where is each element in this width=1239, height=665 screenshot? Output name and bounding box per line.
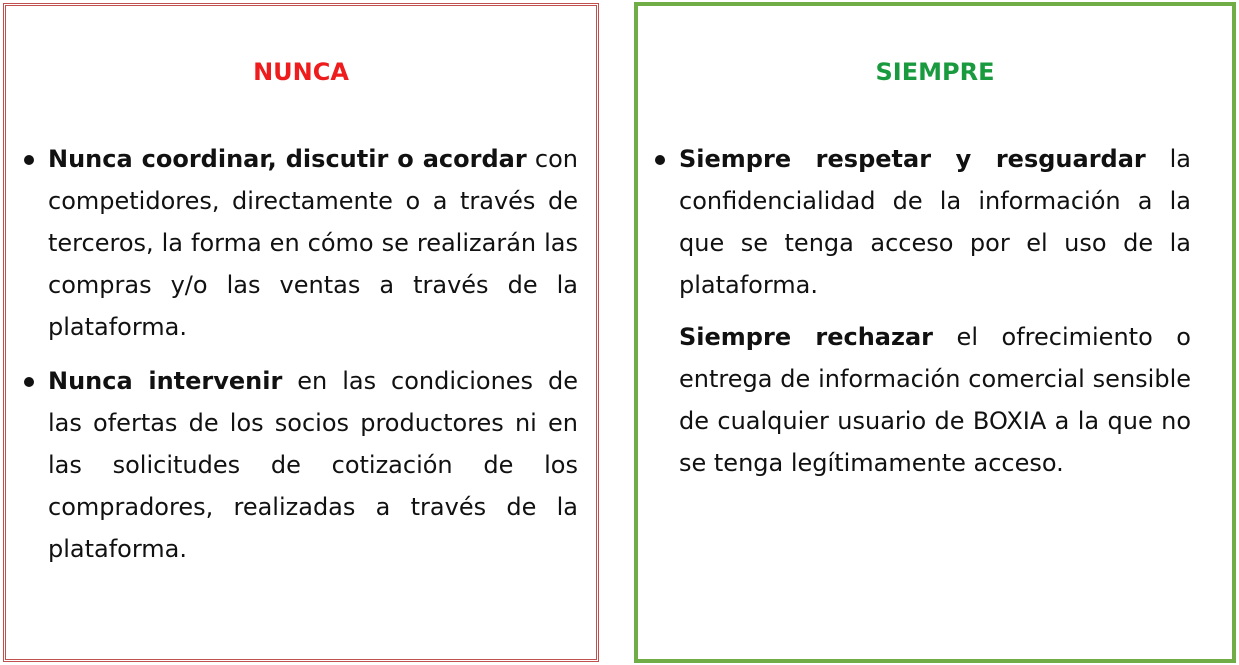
list-item [48,360,578,570]
rule-bold-text: Siempre respetar y resguardar [679,145,1146,173]
nunca-rule-list [48,138,578,582]
rule-text [48,138,578,348]
rule-bold-text: Nunca intervenir [48,367,283,395]
rule-text [48,360,578,570]
bullet-icon [24,155,34,165]
nunca-panel [3,3,599,662]
rule-extra-text [679,316,1191,484]
rule-text [679,138,1191,306]
nunca-title: NUNCA [253,58,349,86]
bullet-icon [655,155,665,165]
rule-bold-text: Siempre rechazar [679,323,933,351]
rule-bold-text: Nunca coordinar, discutir o acordar [48,145,527,173]
rule-body-text: el ofrecimiento o entrega de información comercial sensible de cualquier usuario de BOXIA a la que no se tenga legítimamente acceso. [679,323,1191,477]
siempre-title: SIEMPRE [875,58,995,86]
siempre-rule-list [679,138,1191,496]
bullet-icon [24,377,34,387]
rule-body-text: la confidencialidad de la información a la que se tenga acceso por el uso de la plataforma. [679,145,1191,299]
rule-body-text: en las condiciones de las ofertas de los socios productores ni en las solicitudes de cotización de los compradores, realizadas a través de la plataforma. [48,367,578,563]
rule-body-text: con competidores, directamente o a través de terceros, la forma en cómo se realizarán las compras y/o las ventas a través de la plataforma. [48,145,578,341]
siempre-panel [634,2,1236,663]
list-item [679,138,1191,484]
list-item [48,138,578,348]
